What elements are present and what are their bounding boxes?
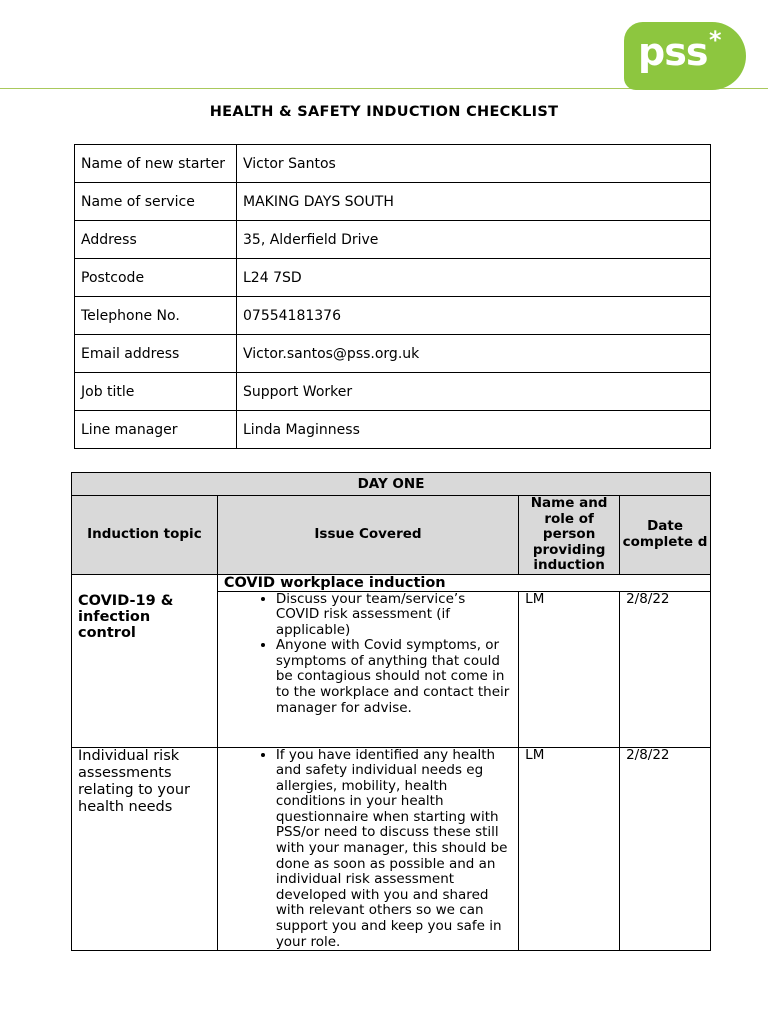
table-row (75, 373, 711, 411)
table-row (75, 411, 711, 449)
field-label: Job title (75, 373, 237, 411)
list-item: • If you have identified any health and safety individual needs eg allergies, mobility, health conditions in your health questionnaire when starting with PSS/or need to discuss these still with your manager, this should be done as soon as possible and an individual risk assessment developed with you and shared with relevant others so we can support you and keep you safe in your role. (276, 748, 512, 951)
topic-cell: COVID-19 & infection control (72, 574, 218, 747)
issue-list (224, 592, 512, 717)
issue-cell (217, 747, 518, 951)
field-label: Telephone No. (75, 297, 237, 335)
day-one-table (71, 472, 711, 951)
field-label: Address (75, 221, 237, 259)
list-item: • Discuss your team/service’s COVID risk assessment (if applicable) (276, 592, 512, 639)
field-value: Victor Santos (237, 145, 711, 183)
day-band: DAY ONE (72, 473, 711, 496)
table-row (75, 221, 711, 259)
field-label: Name of new starter (75, 145, 237, 183)
field-label: Email address (75, 335, 237, 373)
column-header-topic: Induction topic (72, 496, 218, 575)
field-value: 35, Alderfield Drive (237, 221, 711, 259)
field-value: Linda Maginness (237, 411, 711, 449)
table-row (75, 297, 711, 335)
person-cell: LM (519, 747, 620, 951)
table-row (75, 183, 711, 221)
issue-list (224, 748, 512, 951)
pss-logo (624, 22, 746, 90)
column-header-issue: Issue Covered (217, 496, 518, 575)
field-value: MAKING DAYS SOUTH (237, 183, 711, 221)
day-band-row (72, 473, 711, 496)
field-value: Support Worker (237, 373, 711, 411)
starter-details-table (74, 144, 711, 449)
list-item: • Anyone with Covid symptoms, or symptoms of anything that could be contagious should not come in to the workplace and contact their manager for advise. (276, 638, 512, 716)
field-label: Line manager (75, 411, 237, 449)
date-cell: 2/8/22 (620, 747, 711, 951)
field-value: Victor.santos@pss.org.uk (237, 335, 711, 373)
table-row (75, 335, 711, 373)
logo-text: pss (638, 30, 708, 74)
table-row (72, 747, 711, 951)
section-subheading-row (72, 574, 711, 591)
field-value: L24 7SD (237, 259, 711, 297)
logo-star-icon: * (709, 26, 722, 54)
date-cell: 2/8/22 (620, 591, 711, 747)
person-cell: LM (519, 591, 620, 747)
table-row (75, 259, 711, 297)
table-row (75, 145, 711, 183)
document-title: HEALTH & SAFETY INDUCTION CHECKLIST (209, 104, 559, 120)
topic-cell: Individual risk assessments relating to your health needs (72, 747, 218, 951)
section-subheading: COVID workplace induction (217, 574, 710, 591)
field-label: Name of service (75, 183, 237, 221)
field-label: Postcode (75, 259, 237, 297)
column-header-person: Name and role of person providing induction (519, 496, 620, 575)
field-value: 07554181376 (237, 297, 711, 335)
issue-cell (217, 591, 518, 747)
header-row (72, 496, 711, 575)
column-header-date: Date complete d (620, 496, 711, 575)
